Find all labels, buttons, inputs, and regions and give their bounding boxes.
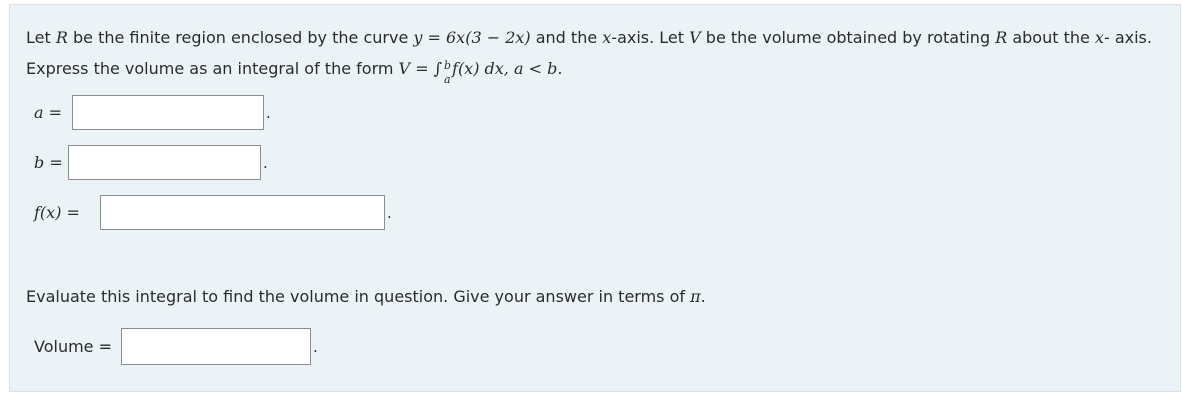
evaluate-text: Evaluate this integral to find the volume in question. Give your answer in terms of bbox=[26, 287, 691, 306]
question-fragment: and the bbox=[530, 28, 603, 47]
math-pi: π bbox=[690, 287, 701, 306]
a-label: a = bbox=[34, 103, 63, 122]
trailing-period: . bbox=[266, 103, 271, 122]
question-fragment: . bbox=[557, 59, 563, 78]
trailing-period: . bbox=[263, 153, 268, 172]
lower-limit: a bbox=[444, 73, 451, 86]
question-text bbox=[26, 22, 1156, 84]
integral-limits bbox=[442, 58, 452, 86]
math-curve: y = 6x(3 − 2x) bbox=[413, 28, 531, 47]
question-fragment: be the finite region enclosed by the curve bbox=[67, 28, 414, 47]
volume-row bbox=[34, 328, 318, 365]
a-input[interactable] bbox=[72, 95, 264, 130]
upper-limit: b bbox=[444, 59, 452, 72]
math-R: R bbox=[55, 28, 68, 47]
f-row bbox=[34, 195, 392, 230]
question-fragment: be the volume obtained by rotating bbox=[700, 28, 996, 47]
trailing-period: . bbox=[313, 337, 318, 356]
evaluate-period: . bbox=[700, 287, 706, 306]
f-input[interactable] bbox=[100, 195, 385, 230]
b-label: b = bbox=[34, 153, 63, 172]
b-input[interactable] bbox=[68, 145, 261, 180]
question-fragment: - axis. Express the volume as an integral of the form bbox=[26, 28, 1152, 78]
a-row bbox=[34, 95, 271, 130]
math-integrand: f(x) dx, a < b bbox=[452, 59, 558, 78]
f-label: f(x) = bbox=[34, 203, 80, 222]
question-fragment: about the bbox=[1007, 28, 1095, 47]
math-x: x bbox=[1094, 28, 1104, 47]
math-V: V bbox=[689, 28, 701, 47]
b-row bbox=[34, 145, 268, 180]
math-x: x bbox=[602, 28, 612, 47]
evaluate-instructions bbox=[26, 287, 706, 306]
trailing-period: . bbox=[387, 203, 392, 222]
math-R: R bbox=[995, 28, 1008, 47]
math-integral-form: V = ∫ bbox=[398, 59, 443, 78]
volume-input[interactable] bbox=[121, 328, 311, 365]
volume-label: Volume = bbox=[34, 337, 112, 356]
question-fragment: Let bbox=[26, 28, 56, 47]
question-fragment: -axis. Let bbox=[611, 28, 690, 47]
